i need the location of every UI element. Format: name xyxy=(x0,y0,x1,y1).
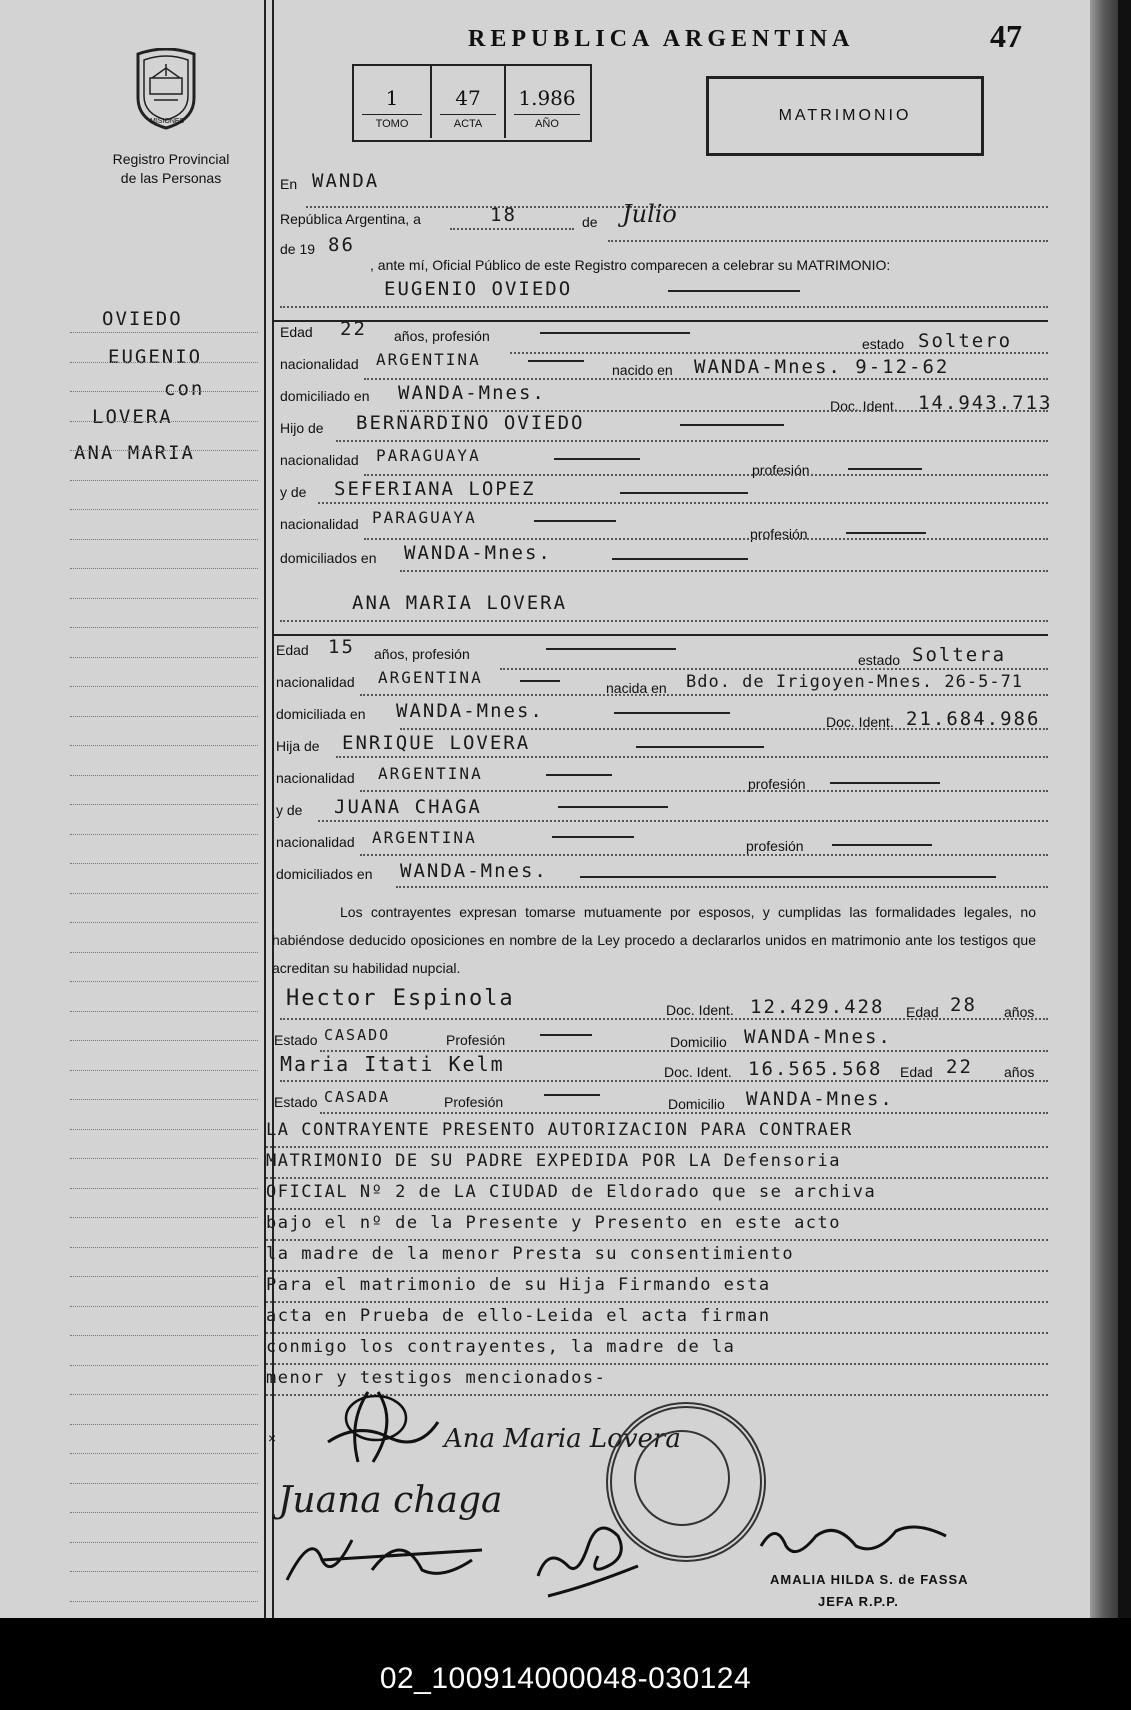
bride-age: 15 xyxy=(328,636,355,658)
margin-ruled-line xyxy=(70,1306,258,1307)
witness-2-anos-label: años xyxy=(1004,1064,1035,1080)
margin-line-5: ANA MARIA xyxy=(74,442,195,464)
groom-doc: 14.943.713 xyxy=(918,392,1053,414)
groom-mother-prof-label: profesión xyxy=(750,526,808,542)
margin-ruled-line xyxy=(70,362,258,363)
note-line: la madre de la menor Presta su consentimiento xyxy=(266,1244,795,1264)
margin-line-3: con xyxy=(164,378,205,400)
margin-ruled-line xyxy=(70,952,258,953)
margin-ruled-line xyxy=(70,421,258,422)
witness-2-dom-label: Domicilio xyxy=(668,1096,725,1112)
groom-signature-icon xyxy=(318,1382,448,1472)
ano-cell xyxy=(506,66,588,138)
groom-anos-label: años, profesión xyxy=(394,328,490,344)
margin-ruled-line xyxy=(70,1601,258,1602)
witness-1-doc-label: Doc. Ident. xyxy=(666,1002,734,1018)
margin-ruled-line xyxy=(70,893,258,894)
groom-nacido-label: nacido en xyxy=(612,362,673,378)
note-line: menor y testigos mencionados- xyxy=(266,1368,607,1388)
margin-ruled-line xyxy=(70,1571,258,1572)
margin-ruled-line xyxy=(70,568,258,569)
bride-estado: Soltera xyxy=(912,644,1007,666)
tomo-value: 1 xyxy=(385,86,399,110)
witness-1-name: Hector Espinola xyxy=(286,986,515,1011)
margin-ruled-line xyxy=(70,1276,258,1277)
day-value: 18 xyxy=(490,204,517,226)
country-title: REPUBLICA ARGENTINA xyxy=(468,26,855,52)
margin-ruled-line xyxy=(70,480,258,481)
margin-ruled-line xyxy=(70,1453,258,1454)
margin-ruled-line xyxy=(70,922,258,923)
note-line: conmigo los contrayentes, la madre de la xyxy=(266,1337,736,1357)
official-stamp-inner-icon xyxy=(634,1430,730,1526)
bride-father-nat: ARGENTINA xyxy=(378,764,483,783)
groom-mother-nat: PARAGUAYA xyxy=(372,508,477,527)
bride-father: ENRIQUE LOVERA xyxy=(342,732,531,754)
witness-1-domicile: WANDA-Mnes. xyxy=(744,1026,892,1048)
bride-doc-label: Doc. Ident. xyxy=(826,714,894,730)
bride-name: ANA MARIA LOVERA xyxy=(352,592,568,614)
official-name: AMALIA HILDA S. de FASSA xyxy=(770,1572,969,1587)
bride-doc: 21.684.986 xyxy=(906,708,1041,730)
margin-line-4: LOVERA xyxy=(92,406,173,428)
month-value: Julio xyxy=(622,200,677,228)
groom-yde-label: y de xyxy=(280,484,307,500)
act-type-box xyxy=(706,76,984,156)
year-value: 86 xyxy=(328,234,355,256)
bride-yde-label: y de xyxy=(276,802,303,818)
margin-ruled-line xyxy=(70,981,258,982)
witness-2-age: 22 xyxy=(946,1056,973,1078)
de-label: de xyxy=(582,214,598,230)
bride-edad-label: Edad xyxy=(276,642,309,658)
groom-estado-label: estado xyxy=(862,336,905,352)
bride-parents-dom-label: domiciliados en xyxy=(276,866,373,882)
margin-ruled-line xyxy=(70,598,258,599)
groom-name: EUGENIO OVIEDO xyxy=(384,278,573,300)
bride-father-nat-label: nacionalidad xyxy=(276,770,355,786)
volume-box xyxy=(352,64,592,142)
tomo-label: TOMO xyxy=(375,118,409,130)
margin-line-2: EUGENIO xyxy=(108,346,203,368)
bride-parents-domicile: WANDA-Mnes. xyxy=(400,860,548,882)
margin-ruled-line xyxy=(70,863,258,864)
place-value: WANDA xyxy=(312,170,380,192)
groom-nationality: ARGENTINA xyxy=(376,350,481,369)
margin-ruled-line xyxy=(70,1365,258,1366)
margin-ruled-line xyxy=(70,1158,258,1159)
groom-edad-label: Edad xyxy=(280,324,313,340)
ano-value: 1.986 xyxy=(518,86,576,110)
registry-label-line2: de las Personas xyxy=(120,170,222,186)
margin-ruled-line xyxy=(70,1011,258,1012)
official-signature-icon xyxy=(756,1516,956,1566)
margin-ruled-line xyxy=(70,1424,258,1425)
margin-ruled-line xyxy=(70,657,258,658)
groom-mother-nat-label: nacionalidad xyxy=(280,516,359,532)
margin-ruled-line xyxy=(70,627,258,628)
republica-label: República Argentina, a xyxy=(280,211,421,227)
margin-ruled-line xyxy=(70,745,258,746)
en-label: En xyxy=(280,176,298,192)
acta-value: 47 xyxy=(455,86,481,110)
x-mark: × xyxy=(268,1430,277,1446)
witness-2-doc-label: Doc. Ident. xyxy=(664,1064,732,1080)
margin-ruled-line xyxy=(70,332,258,333)
note-line: OFICIAL Nº 2 de LA CIUDAD de Eldorado que se archiva xyxy=(266,1182,877,1202)
margin-ruled-line xyxy=(70,1512,258,1513)
bride-domicile: WANDA-Mnes. xyxy=(396,700,544,722)
margin-ruled-line xyxy=(70,1099,258,1100)
bride-mother: JUANA CHAGA xyxy=(334,796,482,818)
witness-1-edad-label: Edad xyxy=(906,1004,939,1020)
groom-age: 22 xyxy=(340,318,367,340)
margin-ruled-line xyxy=(70,1483,258,1484)
note-line: LA CONTRAYENTE PRESENTO AUTORIZACION PARA CONTRAER xyxy=(266,1120,853,1140)
margin-ruled-line xyxy=(70,1217,258,1218)
bride-mother-nat: ARGENTINA xyxy=(372,828,477,847)
bride-anos-label: años, profesión xyxy=(374,646,470,662)
margin-ruled-line xyxy=(70,686,258,687)
witness-2-domicile: WANDA-Mnes. xyxy=(746,1088,894,1110)
groom-estado: Soltero xyxy=(918,330,1013,352)
witness-1-signature-icon xyxy=(282,1520,492,1590)
margin-ruled-line xyxy=(70,834,258,835)
groom-parents-domicile: WANDA-Mnes. xyxy=(404,542,552,564)
appear-text: , ante mí, Oficial Público de este Registro comparecen a celebrar su MATRIMONIO: xyxy=(370,257,891,273)
witness-2-estado: CASADA xyxy=(324,1088,391,1106)
page-number: 47 xyxy=(990,18,1022,54)
acta-label: ACTA xyxy=(453,118,483,130)
year-label: de 19 xyxy=(280,241,316,257)
acta-cell xyxy=(432,66,506,138)
margin-ruled-line xyxy=(70,1129,258,1130)
groom-nat-label: nacionalidad xyxy=(280,356,359,372)
margin-ruled-line xyxy=(70,1070,258,1071)
witness-2-doc: 16.565.568 xyxy=(748,1058,883,1080)
bride-dom-label: domiciliada en xyxy=(276,706,366,722)
witness-1-dom-label: Domicilio xyxy=(670,1034,727,1050)
margin-ruled-line xyxy=(70,1335,258,1336)
margin-ruled-line xyxy=(70,1188,258,1189)
groom-father-nat: PARAGUAYA xyxy=(376,446,481,465)
bride-nacida-label: nacida en xyxy=(606,680,667,696)
page-edge xyxy=(1090,0,1118,1618)
margin-line-1: OVIEDO xyxy=(102,308,183,330)
groom-mother: SEFERIANA LOPEZ xyxy=(334,478,536,500)
bride-nationality: ARGENTINA xyxy=(378,668,483,687)
official-title: JEFA R.P.P. xyxy=(818,1594,899,1609)
witness-1-doc: 12.429.428 xyxy=(750,996,885,1018)
ano-label: AÑO xyxy=(535,118,559,130)
groom-parents-dom-label: domiciliados en xyxy=(280,550,377,566)
note-line: acta en Prueba de ello-Leida el acta firman xyxy=(266,1306,771,1326)
bride-birth: Bdo. de Irigoyen-Mnes. 26-5-71 xyxy=(686,672,1024,692)
act-type: MATRIMONIO xyxy=(778,107,912,124)
margin-ruled-line xyxy=(70,450,258,451)
witness-2-edad-label: Edad xyxy=(900,1064,933,1080)
margin-ruled-line xyxy=(70,539,258,540)
witness-1-age: 28 xyxy=(950,994,977,1016)
witness-1-anos-label: años xyxy=(1004,1004,1035,1020)
note-line: MATRIMONIO DE SU PADRE EXPEDIDA POR LA Defensoria xyxy=(266,1151,842,1171)
groom-doc-label: Doc. Ident. xyxy=(830,398,898,414)
image-identifier: 02_100914000048-030124 xyxy=(379,1662,752,1695)
margin-ruled-line xyxy=(70,391,258,392)
witness-2-estado-label: Estado xyxy=(274,1094,318,1110)
bride-father-prof-label: profesión xyxy=(748,776,806,792)
bride-nat-label: nacionalidad xyxy=(276,674,355,690)
margin-ruled-line xyxy=(70,1040,258,1041)
witness-1-estado-label: Estado xyxy=(274,1032,318,1048)
bride-estado-label: estado xyxy=(858,652,901,668)
margin-ruled-line xyxy=(70,1394,258,1395)
margin-ruled-line xyxy=(70,1247,258,1248)
mother-signature: Juana chaga xyxy=(278,1480,503,1521)
witness-1-estado: CASADO xyxy=(324,1026,391,1044)
witness-2-name: Maria Itati Kelm xyxy=(280,1052,505,1076)
margin-ruled-line xyxy=(70,509,258,510)
groom-domicile: WANDA-Mnes. xyxy=(398,382,546,404)
margin-ruled-line xyxy=(70,775,258,776)
bride-mother-prof-label: profesión xyxy=(746,838,804,854)
groom-birth: WANDA-Mnes. 9-12-62 xyxy=(694,356,950,378)
witness-1-prof-label: Profesión xyxy=(446,1032,506,1048)
declaration-paragraph: Los contrayentes expresan tomarse mutuamente por esposos, y cumplidas las formalidades legales, no habiéndose deducido oposiciones en nombre de la Ley procedo a declararlos unidos en matrimonio ante los testigos que acreditan su habilidad nupcial. xyxy=(272,904,1036,976)
bride-mother-nat-label: nacionalidad xyxy=(276,834,355,850)
registry-label-line1: Registro Provincial xyxy=(112,151,230,167)
groom-hijo-label: Hijo de xyxy=(280,420,324,436)
registry-label xyxy=(76,150,266,188)
note-line: bajo el nº de la Presente y Presento en este acto xyxy=(266,1213,842,1233)
tomo-cell xyxy=(354,66,432,138)
bride-hija-label: Hija de xyxy=(276,738,320,754)
witness-2-prof-label: Profesión xyxy=(444,1094,504,1110)
groom-dom-label: domiciliado en xyxy=(280,388,370,404)
margin-ruled-line xyxy=(70,804,258,805)
groom-father-prof-label: profesión xyxy=(752,462,810,478)
seal-caption: MISIONES xyxy=(150,118,185,125)
margin-ruled-line xyxy=(70,716,258,717)
note-line: Para el matrimonio de su Hija Firmando esta xyxy=(266,1275,771,1295)
bride-signature: Ana Maria Lovera xyxy=(444,1424,681,1454)
groom-father: BERNARDINO OVIEDO xyxy=(356,412,585,434)
margin-ruled-line xyxy=(70,1542,258,1543)
groom-father-nat-label: nacionalidad xyxy=(280,452,359,468)
